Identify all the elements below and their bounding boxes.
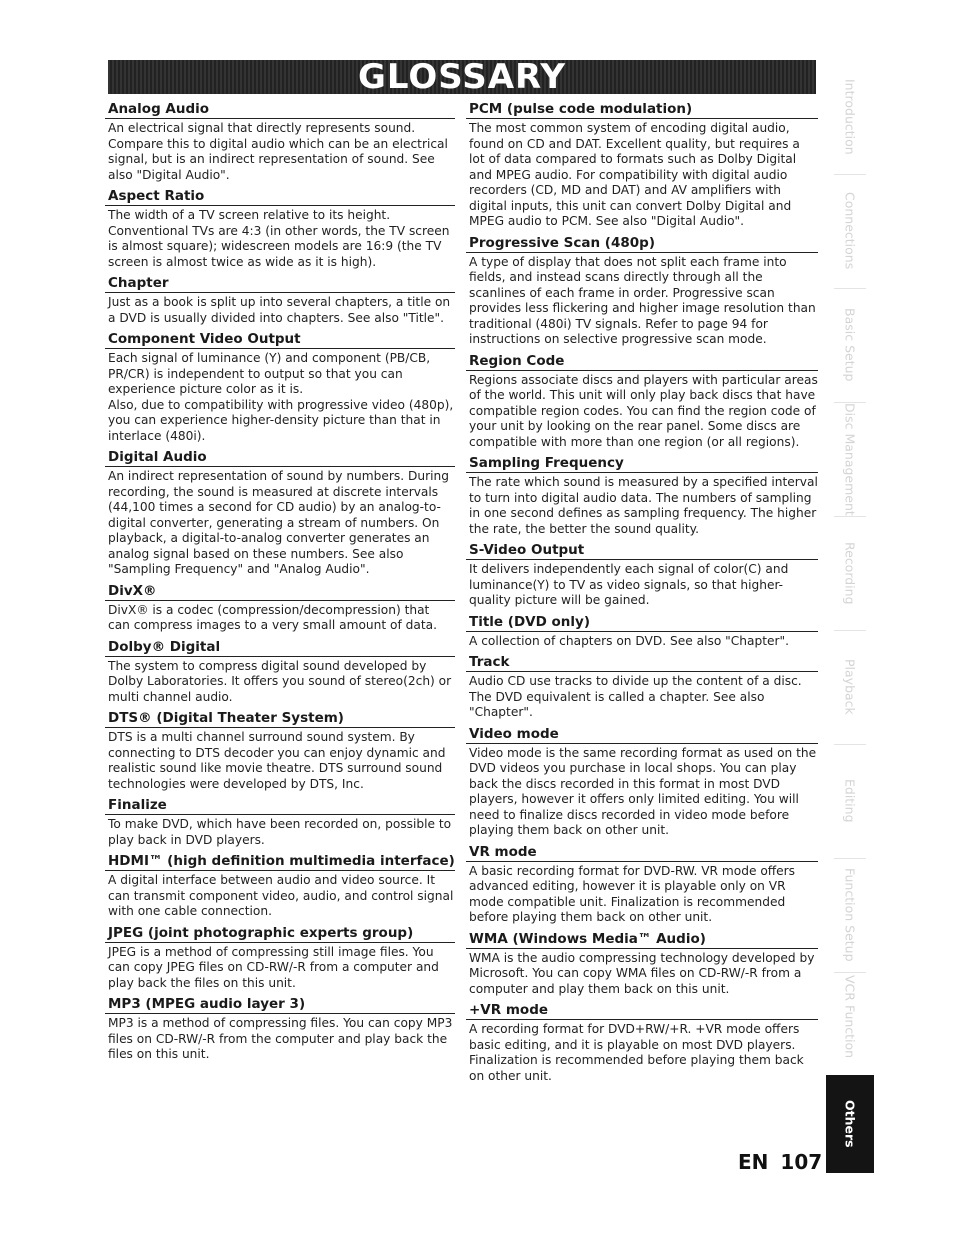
glossary-definition: A basic recording format for DVD-RW. VR mode offers advanced editing, however it is playable only on VR mode compatible unit. Finalization is recommended before playing them back on other unit.: [469, 863, 796, 924]
glossary-definition: The rate which sound is measured by a specified interval to turn into digital audio data. The numbers of sampling in one second defines as sampling frequency. The higher the rate, the better the sound quality.: [469, 475, 818, 536]
glossary-term: HDMI™ (high definition multimedia interface): [105, 852, 455, 871]
glossary-definition: A digital interface between audio and video source. It can transmit component video, audio, and control signal with one cable connection.: [108, 873, 454, 918]
page-number: [738, 1150, 822, 1174]
glossary-entry: [466, 541, 818, 609]
glossary-entry: [105, 924, 455, 992]
glossary-term: Digital Audio: [105, 448, 455, 467]
page-number-value: 107: [780, 1150, 823, 1174]
tab-connections[interactable]: Connections: [842, 192, 858, 270]
glossary-definition: MP3 is a method of compressing files. You can copy MP3 files on CD-RW/-R from the computer and play back the files on this unit.: [108, 1016, 453, 1061]
glossary-term: WMA (Windows Media™ Audio): [466, 930, 818, 949]
glossary-definition: Just as a book is split up into several chapters, a title on a DVD is usually divided into chapters. See also "Title".: [108, 295, 451, 325]
glossary-entry: [466, 1001, 818, 1084]
glossary-definition: JPEG is a method of compressing still image files. You can copy JPEG files on CD-RW/-R from a computer and play back the files on this unit.: [108, 944, 439, 990]
glossary-term: Track: [466, 653, 818, 672]
glossary-entry: [466, 352, 818, 451]
glossary-entry: [105, 796, 455, 848]
tab-basic-setup[interactable]: Basic Setup: [842, 308, 858, 382]
glossary-term: +VR mode: [466, 1001, 818, 1020]
glossary-definition: A collection of chapters on DVD. See also "Chapter".: [469, 633, 789, 648]
page-title: GLOSSARY: [358, 57, 566, 97]
glossary-entry: [105, 274, 455, 326]
tab-playback[interactable]: Playback: [842, 659, 858, 715]
glossary-definition: An indirect representation of sound by numbers. During recording, the sound is measured at discrete intervals (44,100 times a second for CD audio) by an analog-to-digital converter, generating a stream of numbers. On playback, a digital-to-analog converter generates an analog signal based on these numbers. See also "Sampling Frequency" and "Analog Audio".: [108, 469, 449, 576]
glossary-entry: [466, 100, 818, 230]
glossary-definition: DTS is a multi channel surround sound system. By connecting to DTS decoder you can enjoy dynamic and realistic sound like movie theatre. DTS surround sound technologies were developed by DTS, Inc.: [108, 730, 446, 791]
glossary-entry: [105, 638, 455, 706]
glossary-entry: [466, 234, 818, 348]
glossary-definition: Video mode is the same recording format as used on the DVD videos you purchase in local shops. You can play back the discs recorded in this format in most DVD players, however it offers only limited editing. You will need to finalize discs recorded in video mode before playing them back on other unit.: [469, 745, 817, 837]
glossary-term: Title (DVD only): [466, 613, 818, 632]
glossary-entry: [105, 100, 455, 183]
glossary-term: JPEG (joint photographic experts group): [105, 924, 455, 943]
glossary-definition: The system to compress digital sound developed by Dolby Laboratories. It offers you sound of stereo(2ch) or multi channel audio.: [108, 658, 452, 704]
glossary-term: PCM (pulse code modulation): [466, 100, 818, 119]
title-banner: [108, 57, 816, 97]
glossary-definition: An electrical signal that directly represents sound. Compare this to digital audio which can be an electrical signal, but is an indirect representation of sound. See also "Digital Audio".: [108, 121, 448, 182]
glossary-definition: DivX® is a codec (compression/decompression) that can compress images to a very small amount of data.: [108, 602, 437, 632]
glossary-left-column: [105, 100, 455, 1067]
glossary-term: Region Code: [466, 352, 818, 371]
glossary-term: DivX®: [105, 582, 455, 601]
glossary-entry: [466, 653, 818, 721]
glossary-term: Chapter: [105, 274, 455, 293]
tab-function-setup[interactable]: Function Setup: [842, 868, 858, 962]
tab-introduction[interactable]: Introduction: [842, 79, 858, 155]
glossary-term: Finalize: [105, 796, 455, 815]
glossary-entry: [105, 995, 455, 1063]
glossary-entry: [105, 709, 455, 792]
glossary-definition: The most common system of encoding digital audio, found on CD and DAT. Excellent quality, but requires a lot of data compared to formats such as Dolby Digital and MPEG audio. For compatibility with digital audio recorders (CD, MD and DAT) and AV amplifiers with digital inputs, this unit can convert Dolby Digital and MPEG audio to PCM. See also "Digital Audio".: [469, 121, 800, 228]
glossary-term: VR mode: [466, 843, 818, 862]
glossary-entry: [105, 187, 455, 270]
tab-editing[interactable]: Editing: [842, 779, 858, 823]
glossary-term: Component Video Output: [105, 330, 455, 349]
glossary-definition: Each signal of luminance (Y) and component (PB/CB, PR/CR) is independent to output so that you can experience picture color as it is. Also, due to compatibility with progressive video (480p), you can experience higher-density picture than that in interlace (480i).: [108, 351, 454, 443]
glossary-entry: [105, 330, 455, 444]
glossary-entry: [466, 454, 818, 537]
tab-vcr-function[interactable]: VCR Function: [842, 975, 858, 1059]
glossary-entry: [466, 930, 818, 998]
glossary-term: S-Video Output: [466, 541, 818, 560]
glossary-term: Sampling Frequency: [466, 454, 818, 473]
glossary-definition: Regions associate discs and players with particular areas of the world. This unit will only play back discs that have compatible region codes. You can find the region code of your unit by looking on the rear panel. Some discs are compatible with more than one region (or all regions).: [469, 372, 818, 449]
glossary-definition: WMA is the audio compressing technology developed by Microsoft. You can copy WMA files on CD-RW/-R from a computer and play them back on this unit.: [469, 950, 815, 996]
glossary-entry: [105, 852, 455, 920]
tab-others[interactable]: Others: [826, 1075, 874, 1173]
glossary-definition: To make DVD, which have been recorded on, possible to play back in DVD players.: [108, 817, 452, 847]
language-code: EN: [738, 1150, 769, 1174]
tab-disc-management[interactable]: Disc Management: [842, 402, 858, 516]
glossary-entry: [466, 843, 818, 926]
glossary-term: DTS® (Digital Theater System): [105, 709, 455, 728]
glossary-term: Aspect Ratio: [105, 187, 455, 206]
glossary-entry: [105, 582, 455, 634]
glossary-term: Progressive Scan (480p): [466, 234, 818, 253]
glossary-right-column: [466, 100, 818, 1088]
glossary-term: Video mode: [466, 725, 818, 744]
glossary-definition: It delivers independently each signal of color(C) and luminance(Y) to TV as video signals, so that higher-quality picture will be gained.: [469, 562, 789, 607]
glossary-term: MP3 (MPEG audio layer 3): [105, 995, 455, 1014]
glossary-entry: [466, 725, 818, 839]
glossary-definition: Audio CD use tracks to divide up the content of a disc. The DVD equivalent is called a chapter. See also "Chapter".: [469, 674, 802, 719]
glossary-entry: [466, 613, 818, 650]
glossary-term: Dolby® Digital: [105, 638, 455, 657]
glossary-definition: The width of a TV screen relative to its height. Conventional TVs are 4:3 (in other words, the TV screen is almost square); widescreen models are 16:9 (the TV screen is almost twice as wide as it is high).: [108, 208, 450, 269]
glossary-term: Analog Audio: [105, 100, 455, 119]
glossary-definition: A recording format for DVD+RW/+R. +VR mode offers basic editing, and it is playable on most DVD players. Finalization is recommended before playing them back on other unit.: [469, 1022, 804, 1083]
tab-recording[interactable]: Recording: [842, 541, 858, 605]
glossary-entry: [105, 448, 455, 578]
glossary-definition: A type of display that does not split each frame into fields, and instead scans directly through all the scanlines of each frame in order. Progressive scan provides less flickering and higher image resolution than traditional (480i) TV signals. Refer to page 94 for instructions on selective progressive scan mode.: [469, 254, 816, 346]
